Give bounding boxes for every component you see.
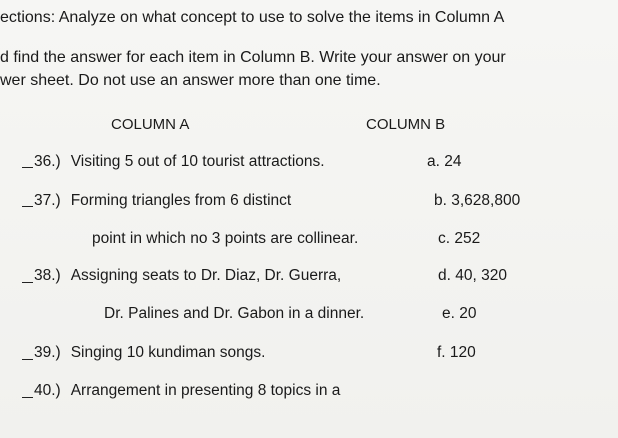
- answer-blank-37[interactable]: [22, 206, 33, 207]
- item-38-continued: Dr. Palines and Dr. Gabon in a dinner.: [104, 305, 365, 322]
- choice-b: b. 3,628,800: [434, 192, 521, 209]
- column-a-header: COLUMN A: [111, 116, 190, 133]
- item-36: [34, 153, 325, 171]
- answer-blank-36[interactable]: [22, 167, 33, 168]
- item-number: 38.): [34, 267, 61, 284]
- instructions-line-3: wer sheet. Do not use an answer more than one time.: [0, 72, 381, 89]
- answer-blank-39[interactable]: [22, 359, 33, 360]
- item-text: Forming triangles from 6 distinct: [70, 192, 292, 209]
- choice-d: d. 40, 320: [438, 267, 507, 284]
- item-40: [34, 382, 340, 400]
- choice-e: e. 20: [442, 305, 477, 322]
- item-number: 36.): [34, 153, 61, 170]
- item-text: Singing 10 kundiman songs.: [70, 344, 266, 361]
- item-37-continued: point in which no 3 points are collinear.: [92, 230, 359, 247]
- answer-blank-40[interactable]: [22, 397, 33, 398]
- item-text: Visiting 5 out of 10 tourist attractions.: [70, 153, 325, 170]
- item-text: Arrangement in presenting 8 topics in a: [70, 382, 341, 399]
- answer-blank-38[interactable]: [22, 282, 33, 283]
- item-39: [34, 344, 265, 362]
- instructions-line-2: d find the answer for each item in Column B. Write your answer on your: [0, 49, 506, 66]
- item-number: 37.): [34, 192, 61, 209]
- choice-f: f. 120: [437, 344, 476, 361]
- choice-a: a. 24: [427, 153, 462, 170]
- item-text: Assigning seats to Dr. Diaz, Dr. Guerra,: [70, 267, 342, 284]
- item-number: 40.): [34, 382, 61, 399]
- choice-c: c. 252: [438, 230, 481, 247]
- item-number: 39.): [34, 344, 61, 361]
- instructions-line-1: ections: Analyze on what concept to use to solve the items in Column A: [0, 9, 505, 26]
- column-b-header: COLUMN B: [366, 116, 446, 133]
- item-37: [34, 192, 291, 210]
- item-38: [34, 267, 341, 285]
